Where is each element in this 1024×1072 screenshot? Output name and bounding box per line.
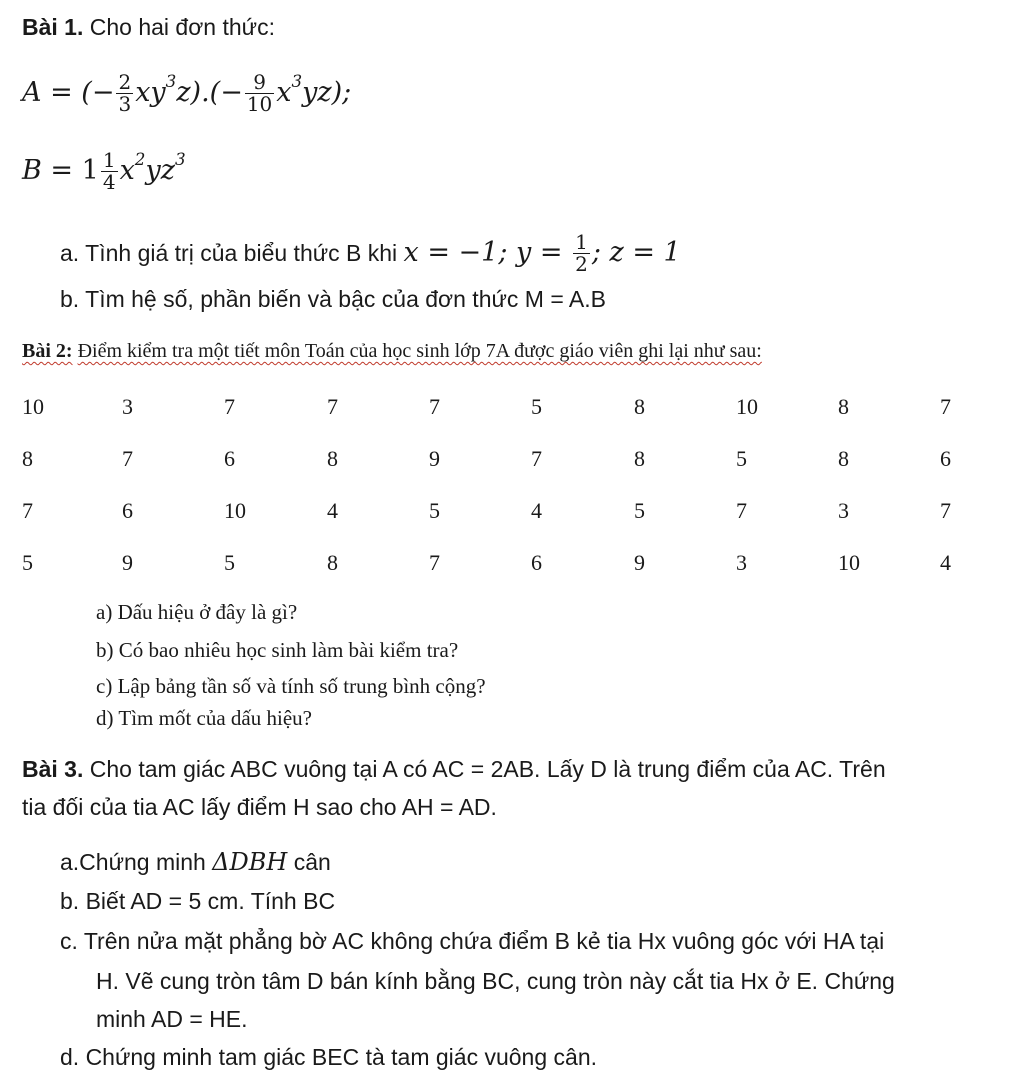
- bai1-question-b: b. Tìm hệ số, phần biến và bậc của đơn thức M = A.B: [60, 286, 606, 312]
- bai2-question-c: c) Lập bảng tần số và tính số trung bình cộng?: [96, 674, 486, 698]
- bai1-heading: Bài 1.: [22, 14, 84, 40]
- formula-A-label: A: [22, 77, 42, 108]
- bai3-line2: tia đối của tia AC lấy điểm H sao cho AH = AD.: [22, 794, 497, 820]
- score-cell: 5: [531, 394, 542, 419]
- bai2-question-b: b) Có bao nhiêu học sinh làm bài kiểm tra?: [96, 638, 459, 662]
- formula-B-frac: $\frac{1}{4}$: [102, 148, 116, 194]
- bai3-line1: Bài 3. Cho tam giác ABC vuông tại A có AC = 2AB. Lấy D là trung điểm của AC. Trên: [22, 756, 886, 782]
- score-cell: 7: [122, 446, 133, 471]
- score-cell: 8: [327, 446, 338, 471]
- score-cell: 8: [634, 446, 645, 471]
- bai2-intro: Điểm kiểm tra một tiết môn Toán của học sinh lớp 7A được giáo viên ghi lại như sau:: [77, 340, 762, 362]
- score-cell: 7: [429, 550, 440, 575]
- scores-row: [22, 498, 1002, 550]
- formula-B-whole: 1: [81, 155, 99, 186]
- scores-row: [22, 446, 1002, 498]
- formula-A: A = (− $\frac{2}{3}$ $xy^3z).(-$ $\frac{9}{10}$ $x^3yz$);: [22, 70, 352, 116]
- score-cell: 10: [22, 394, 44, 419]
- score-cell: 3: [838, 498, 849, 523]
- score-cell: 7: [736, 498, 747, 523]
- score-cell: 8: [22, 446, 33, 471]
- score-cell: 5: [22, 550, 33, 575]
- score-cell: 7: [429, 394, 440, 419]
- score-cell: 4: [940, 550, 951, 575]
- score-cell: 7: [940, 394, 951, 419]
- score-cell: 4: [531, 498, 542, 523]
- bai3-heading: Bài 3.: [22, 756, 84, 782]
- score-cell: 9: [122, 550, 133, 575]
- bai1-intro: Cho hai đơn thức:: [89, 14, 275, 40]
- bai1-intro-line: [22, 14, 275, 41]
- bai2-intro-line: [22, 340, 762, 363]
- score-cell: 5: [736, 446, 747, 471]
- score-cell: 10: [224, 498, 246, 523]
- bai3-question-c-line2: H. Vẽ cung tròn tâm D bán kính bằng BC, cung tròn này cắt tia Hx ở E. Chứng: [96, 968, 895, 994]
- score-cell: 7: [531, 446, 542, 471]
- triangle-dbh: ΔDBH: [212, 848, 288, 876]
- bai3-question-d: d. Chứng minh tam giác BEC tà tam giác vuông cân.: [60, 1044, 597, 1070]
- score-cell: 5: [429, 498, 440, 523]
- scores-grid: [22, 394, 1002, 602]
- formula-B-label: B: [22, 155, 42, 186]
- formula-A-frac1: $\frac{2}{3}$: [118, 70, 132, 116]
- score-cell: 10: [838, 550, 860, 575]
- score-cell: 7: [224, 394, 235, 419]
- score-cell: 9: [634, 550, 645, 575]
- score-cell: 4: [327, 498, 338, 523]
- score-cell: 8: [838, 394, 849, 419]
- bai3-question-c-line1: c. Trên nửa mặt phẳng bờ AC không chứa điểm B kẻ tia Hx vuông góc với HA tại: [60, 928, 885, 954]
- score-cell: 5: [224, 550, 235, 575]
- score-cell: 8: [634, 394, 645, 419]
- score-cell: 8: [838, 446, 849, 471]
- score-cell: 6: [531, 550, 542, 575]
- bai2-question-a: a) Dấu hiệu ở đây là gì?: [96, 600, 298, 624]
- bai2-heading: Bài 2:: [22, 340, 73, 362]
- scores-row: [22, 394, 1002, 446]
- score-cell: 6: [940, 446, 951, 471]
- formula-A-frac2: $\frac{9}{10}$: [246, 70, 273, 116]
- score-cell: 9: [429, 446, 440, 471]
- score-cell: 7: [327, 394, 338, 419]
- score-cell: 3: [122, 394, 133, 419]
- score-cell: 5: [634, 498, 645, 523]
- bai1-condition: x = −1; y = $\frac{1}{2}$ ; z = 1: [403, 230, 681, 276]
- scores-row: [22, 550, 1002, 602]
- condition-frac: $\frac{1}{2}$: [575, 230, 588, 276]
- score-cell: 3: [736, 550, 747, 575]
- bai1-question-a: a. Tình giá trị của biểu thức B khi x = −1; y = $\frac{1}{2}$ ; z = 1: [60, 230, 681, 276]
- score-cell: 7: [940, 498, 951, 523]
- bai2-question-d: d) Tìm mốt của dấu hiệu?: [96, 706, 312, 730]
- bai3-question-a: a.Chứng minh ΔDBH cân: [60, 848, 331, 876]
- formula-B: B = 1 $\frac{1}{4}$ $x^2yz^3$: [22, 148, 186, 194]
- score-cell: 10: [736, 394, 758, 419]
- bai3-question-b: b. Biết AD = 5 cm. Tính BC: [60, 888, 336, 914]
- bai3-question-c-line3: minh AD = HE.: [96, 1006, 248, 1032]
- score-cell: 7: [22, 498, 33, 523]
- score-cell: 6: [224, 446, 235, 471]
- score-cell: 8: [327, 550, 338, 575]
- score-cell: 6: [122, 498, 133, 523]
